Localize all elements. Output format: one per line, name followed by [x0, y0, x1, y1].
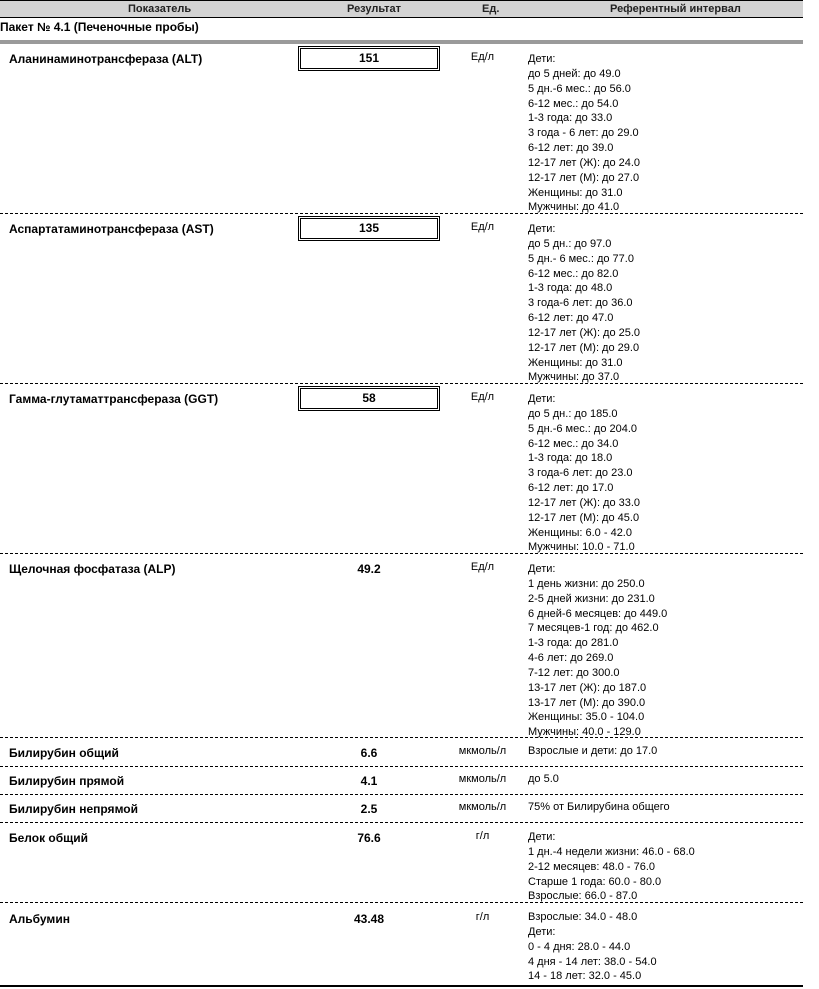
result-value: 76.6 — [357, 831, 381, 845]
table-row — [0, 554, 803, 738]
reference-line: Мужчины: до 41.0 — [528, 201, 620, 214]
reference-line: Мужчины: 40.0 - 129.0 — [528, 726, 641, 739]
param-name: Щелочная фосфатаза (ALP) — [9, 562, 176, 576]
result-value: 2.5 — [360, 802, 378, 816]
table-row — [0, 903, 803, 985]
reference-line: 12-17 лет (Ж): до 33.0 — [528, 496, 641, 509]
reference-line: Женщины: до 31.0 — [528, 186, 623, 199]
reference-line: 5 дн.-6 мес.: до 56.0 — [528, 82, 631, 95]
reference-interval — [528, 830, 695, 904]
reference-line: Женщины: 35.0 - 104.0 — [528, 711, 645, 724]
reference-line: 2-5 дней жизни: до 231.0 — [528, 592, 655, 605]
reference-interval — [528, 562, 667, 740]
header-param: Показатель — [128, 3, 192, 15]
reference-line: Старше 1 года: 60.0 - 80.0 — [528, 875, 662, 888]
reference-line: 6-12 мес.: до 54.0 — [528, 97, 619, 110]
reference-line: 12-17 лет (Ж): до 25.0 — [528, 326, 641, 339]
param-name: Аланинаминотрансфераза (ALT) — [9, 52, 203, 66]
reference-line: 14 - 18 лет: 32.0 - 45.0 — [528, 970, 642, 983]
table-row — [0, 767, 803, 795]
reference-line: 3 года - 6 лет: до 29.0 — [528, 127, 639, 140]
reference-line: 1-3 года: до 33.0 — [528, 112, 613, 125]
unit: мкмоль/л — [458, 773, 507, 785]
unit: Ед/л — [470, 51, 495, 63]
unit: г/л — [475, 830, 490, 842]
param-name: Альбумин — [9, 912, 70, 926]
table-row — [0, 738, 803, 767]
reference-line: 12-17 лет (Ж): до 24.0 — [528, 156, 641, 169]
reference-line: 3 года-6 лет: до 23.0 — [528, 467, 633, 480]
reference-line: 1 дн.-4 недели жизни: 46.0 - 68.0 — [528, 845, 695, 858]
table-header — [0, 0, 803, 18]
unit: Ед/л — [470, 221, 495, 233]
result-value-highlighted: 58 — [298, 386, 440, 411]
reference-line: Мужчины: до 37.0 — [528, 371, 620, 384]
reference-line: 1 день жизни: до 250.0 — [528, 577, 645, 590]
param-name: Билирубин непрямой — [9, 802, 138, 816]
reference-line: Женщины: 6.0 - 42.0 — [528, 526, 632, 539]
reference-line: 4-6 лет: до 269.0 — [528, 652, 614, 665]
reference-line: 1-3 года: до 18.0 — [528, 452, 613, 465]
reference-line: 4 дня - 14 лет: 38.0 - 54.0 — [528, 955, 657, 968]
header-unit: Ед. — [482, 3, 500, 15]
header-ref: Референтный интервал — [610, 3, 741, 15]
table-row — [0, 823, 803, 903]
reference-line: Дети: — [528, 223, 556, 235]
reference-interval — [528, 772, 559, 787]
header-result: Результат — [347, 3, 402, 15]
reference-line: 12-17 лет (М): до 45.0 — [528, 511, 640, 524]
reference-line: Взрослые: 66.0 - 87.0 — [528, 890, 638, 903]
reference-line: 2-12 месяцев: 48.0 - 76.0 — [528, 860, 656, 873]
reference-line: 6-12 лет: до 39.0 — [528, 142, 614, 155]
table-row — [0, 214, 803, 384]
reference-line: до 5.0 — [528, 773, 559, 785]
param-name: Аспартатаминотрансфераза (AST) — [9, 222, 214, 236]
reference-line: Мужчины: 10.0 - 71.0 — [528, 541, 635, 554]
unit: Ед/л — [470, 391, 495, 403]
table-row — [0, 384, 803, 554]
reference-line: 3 года-6 лет: до 36.0 — [528, 297, 633, 310]
reference-line: 12-17 лет (М): до 29.0 — [528, 341, 640, 354]
reference-interval — [528, 52, 640, 215]
reference-line: 12-17 лет (М): до 27.0 — [528, 171, 640, 184]
reference-line: Женщины: до 31.0 — [528, 356, 623, 369]
reference-line: Дети: — [528, 393, 556, 405]
reference-line: 1-3 года: до 281.0 — [528, 637, 619, 650]
reference-line: 7-12 лет: до 300.0 — [528, 666, 620, 679]
result-value: 4.1 — [360, 774, 378, 788]
reference-line: Дети: — [528, 53, 556, 65]
result-value-highlighted: 151 — [298, 46, 440, 71]
reference-line: 6-12 мес.: до 82.0 — [528, 267, 619, 280]
reference-line: 5 дн.- 6 мес.: до 77.0 — [528, 252, 634, 265]
unit: Ед/л — [470, 561, 495, 573]
reference-line: 5 дн.-6 мес.: до 204.0 — [528, 422, 638, 435]
reference-line: до 5 дн.: до 97.0 — [528, 237, 612, 250]
reference-line: 1-3 года: до 48.0 — [528, 282, 613, 295]
param-name: Белок общий — [9, 831, 89, 845]
table-bottom-border — [0, 985, 803, 987]
table-row — [0, 44, 803, 214]
reference-interval — [528, 800, 670, 815]
reference-line: Взрослые и дети: до 17.0 — [528, 745, 658, 757]
reference-line: до 5 дней: до 49.0 — [528, 67, 621, 80]
reference-line: 13-17 лет (М): до 390.0 — [528, 696, 646, 709]
reference-line: 6-12 лет: до 47.0 — [528, 312, 614, 325]
reference-line: Взрослые: 34.0 - 48.0 — [528, 911, 638, 923]
table-row — [0, 795, 803, 823]
reference-line: до 5 дн.: до 185.0 — [528, 407, 618, 420]
reference-line: 6-12 мес.: до 34.0 — [528, 437, 619, 450]
unit: мкмоль/л — [458, 801, 507, 813]
result-value: 49.2 — [357, 562, 381, 576]
reference-line: 75% от Билирубина общего — [528, 801, 670, 813]
reference-line: 0 - 4 дня: 28.0 - 44.0 — [528, 940, 631, 953]
reference-line: Дети: — [528, 831, 556, 843]
reference-line: Дети: — [528, 925, 556, 938]
reference-line: Дети: — [528, 563, 556, 575]
reference-interval — [528, 910, 657, 984]
unit: г/л — [475, 911, 490, 923]
param-name: Билирубин прямой — [9, 774, 125, 788]
reference-line: 6-12 лет: до 17.0 — [528, 482, 614, 495]
reference-line: 13-17 лет (Ж): до 187.0 — [528, 681, 647, 694]
result-value: 43.48 — [353, 912, 385, 926]
reference-interval — [528, 222, 640, 385]
param-name: Билирубин общий — [9, 746, 119, 760]
reference-interval — [528, 392, 640, 555]
reference-line: 7 месяцев-1 год: до 462.0 — [528, 622, 659, 635]
reference-interval — [528, 744, 657, 759]
reference-line: 6 дней-6 месяцев: до 449.0 — [528, 607, 668, 620]
param-name: Гамма-глутаматтрансфераза (GGT) — [9, 392, 219, 406]
result-value-highlighted: 135 — [298, 216, 440, 241]
unit: мкмоль/л — [458, 745, 507, 757]
result-value: 6.6 — [360, 746, 378, 760]
section-title: Пакет № 4.1 (Печеночные пробы) — [0, 20, 199, 34]
